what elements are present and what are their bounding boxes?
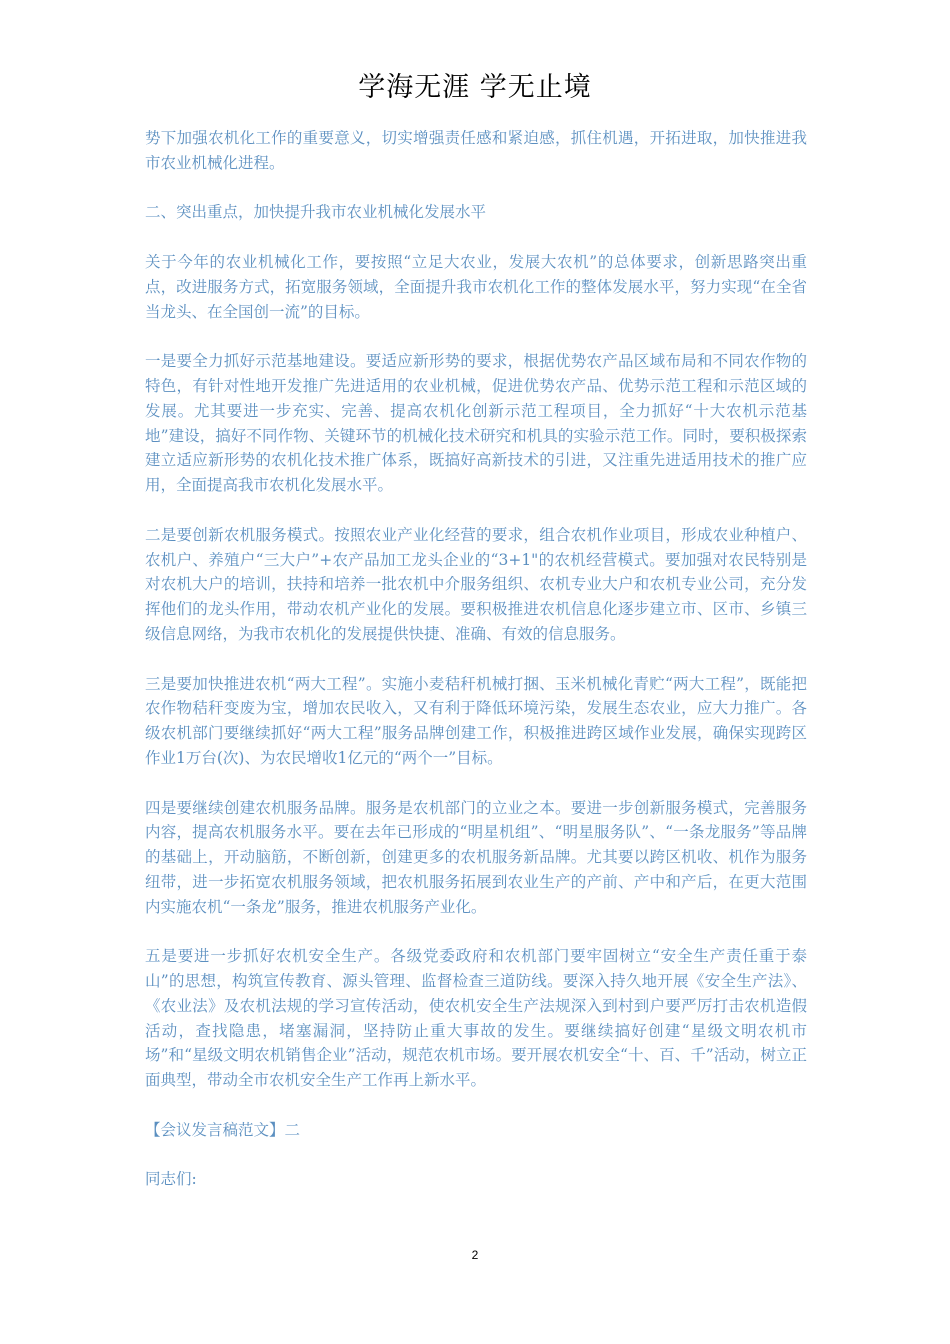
paragraph-point-five: 五是要进一步抓好农机安全生产。各级党委政府和农机部门要牢固树立“安全生产责任重于泰山”的思想，构筑宣传教育、源头管理、监督检查三道防线。要深入持久地开展《安全生产法》、《农业法》及农机法规的学习宣传活动，使农机安全生产法规深入到村到户要严厉打击农机造假活动，查找隐患，堵塞漏洞，坚持防止重大事故的发生。要继续搞好创建“星级文明农机市场”和“星级文明农机销售企业”活动，规范农机市场。要开展农机安全“十、百、千”活动，树立正面典型，带动全市农机安全生产工作再上新水平。 bbox=[145, 947, 807, 1090]
salutation: 同志们: bbox=[145, 1170, 197, 1189]
paragraph-point-one: 一是要全力抓好示范基地建设。要适应新形势的要求，根据优势农产品区域布局和不同农作物的特色，有针对性地开发推广先进适用的农业机械，促进优势农产品、优势示范工程和示范区域的发展。尤其要进一步充实、完善、提高农机化创新示范工程项目，全力抓好“十大农机示范基地”建设，搞好不同作物、关键环节的机械化技术研究和机具的实验示范工作。同时，要积极探索建立适应新形势的农机化技术推广体系，既搞好高新技术的引进，又注重先进适用技术的推广应用，全面提高我市农机化发展水平。 bbox=[145, 352, 807, 495]
page-number: 2 bbox=[471, 1248, 479, 1262]
sample-speech-heading: 【会议发言稿范文】二 bbox=[145, 1120, 301, 1139]
paragraph-overall-requirement: 关于今年的农业机械化工作，要按照“立足大农业，发展大农机”的总体要求，创新思路突出重点，改进服务方式，拓宽服务领域，全面提升我市农机化工作的整体发展水平，努力实现“在全省当龙头、在全国创一流”的目标。 bbox=[145, 252, 807, 321]
paragraph-point-four: 四是要继续创建农机服务品牌。服务是农机部门的立业之本。要进一步创新服务模式，完善服务内容，提高农机服务水平。要在去年已形成的“明星机组”、“明星服务队”、“一条龙服务”等品牌的基础上，开动脑筋，不断创新，创建更多的农机服务新品牌。尤其要以跨区机收、机作为服务纽带，进一步拓宽农机服务领域，把农机服务拓展到农业生产的产前、产中和产后，在更大范围内实施农机“一条龙”服务，推进农机服务产业化。 bbox=[145, 798, 807, 916]
paragraph-point-three: 三是要加快推进农机“两大工程”。实施小麦秸秆机械打捆、玉米机械化青贮“两大工程”，既能把农作物秸秆变废为宝，增加农民收入，又有利于降低环境污染，发展生态农业，应大力推广。各级农机部门要继续抓好“两大工程”服务品牌创建工作，积极推进跨区域作业发展，确保实现跨区作业1万台(次)、为农民增收1亿元的“两个一”目标。 bbox=[145, 674, 807, 767]
section-heading-two: 二、突出重点，加快提升我市农业机械化发展水平 bbox=[145, 203, 487, 222]
document-body bbox=[145, 126, 807, 1217]
paragraph-intro-continuation: 势下加强农机化工作的重要意义，切实增强责任感和紧迫感，抓住机遇，开拓进取，加快推进我市农业机械化进程。 bbox=[145, 129, 807, 172]
page-header-title: 学海无涯 学无止境 bbox=[358, 72, 592, 103]
paragraph-point-two: 二是要创新农机服务模式。按照农业产业化经营的要求，组合农机作业项目，形成农业种植户、农机户、养殖户“三大户”+农产品加工龙头企业的“3+1"的农机经营模式。要加强对农民特别是对农机大户的培训，扶持和培养一批农机中介服务组织、农机专业大户和农机专业公司，充分发挥他们的龙头作用，带动农机产业化的发展。要积极推进农机信息化逐步建立市、区市、乡镇三级信息网络，为我市农机化的发展提供快捷、准确、有效的信息服务。 bbox=[145, 525, 807, 643]
